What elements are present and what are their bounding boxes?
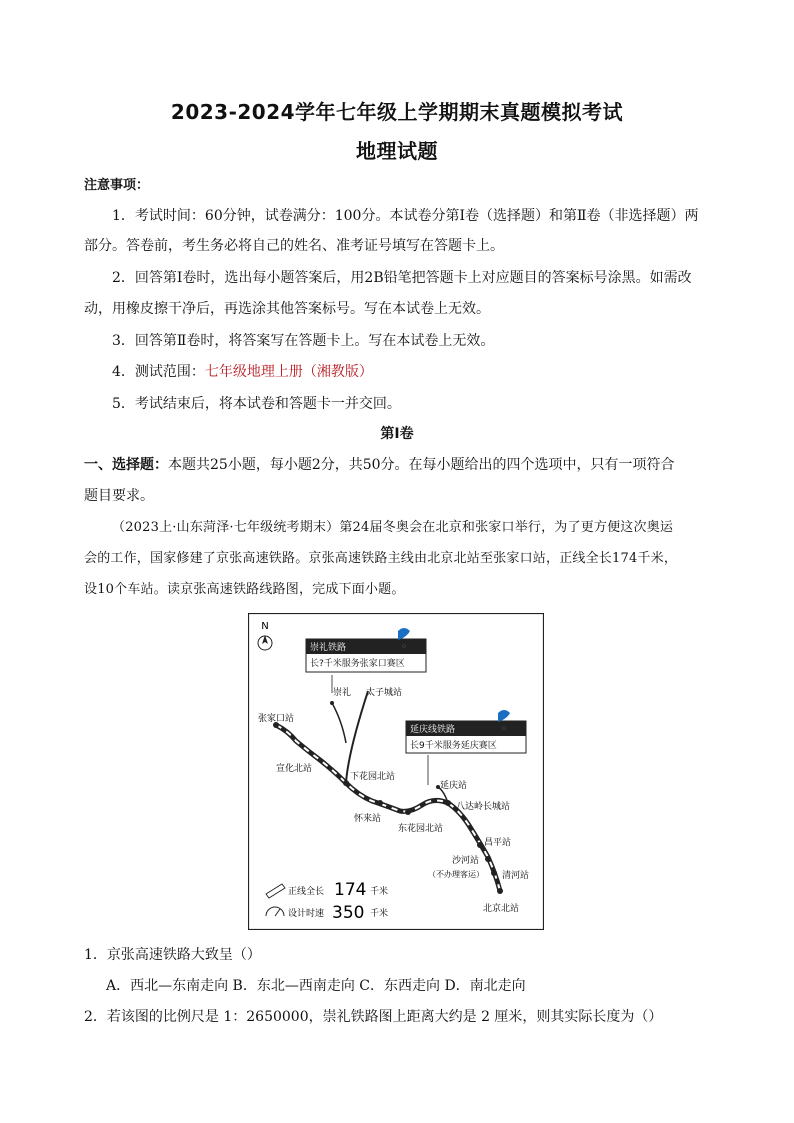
note-3: 3．回答第Ⅱ卷时，将答案写在答题卡上。写在本试卷上无效。 — [112, 333, 495, 349]
label-xuanhua: 宣化北站 — [276, 764, 313, 774]
chongli-railway-desc: 长?千米服务张家口赛区 — [310, 659, 405, 669]
label-donghuayuan: 东花园北站 — [398, 824, 444, 834]
label-chongli: 崇礼 — [333, 688, 352, 698]
label-shahe: 沙河站 — [452, 856, 480, 866]
part1-instructions: 本题共25小题，每小题2分，共50分。在每小题给出的四个选项中，只有一项符合 — [168, 457, 675, 473]
note-2-line-1: 2．回答第Ⅰ卷时，选出每小题答案后，用2B铅笔把答题卡上对应题目的答案标号涂黑。如需改 — [112, 270, 692, 286]
legend-speed-label: 设计时速 — [288, 909, 325, 919]
volume-heading: 第Ⅰ卷 — [380, 426, 414, 442]
label-taizicheng: 太子城站 — [366, 688, 403, 698]
part1-heading: 一、选择题： — [84, 457, 168, 473]
label-yanqing: 延庆站 — [440, 781, 468, 791]
north-label: N — [261, 621, 269, 632]
station-dot — [343, 780, 349, 786]
station-dot — [330, 701, 334, 705]
passage-line-3: 设10个车站。读京张高速铁路线路图，完成下面小题。 — [84, 582, 405, 597]
label-badaling: 八达岭长城站 — [456, 802, 511, 812]
station-dot — [445, 800, 451, 806]
question-2: 2．若该图的比例尺是 1：2650000，崇礼铁路图上距离大约是 2 厘米，则其实际长度为（） — [84, 1009, 663, 1025]
label-beijingbei: 北京北站 — [483, 904, 520, 914]
legend-speed-value: 350 — [332, 903, 365, 923]
legend-length-value: 174 — [334, 880, 367, 900]
station-dot — [491, 870, 497, 876]
yanqing-railway-desc: 长9千米服务延庆赛区 — [410, 741, 497, 751]
label-qinghe: 清河站 — [502, 871, 530, 881]
legend-length-label: 正线全长 — [288, 887, 325, 897]
station-dot — [485, 856, 491, 862]
note-5: 5．考试结束后，将本试卷和答题卡一并交回。 — [112, 396, 401, 412]
note-4 — [112, 362, 373, 382]
label-xiahuayuan: 下花园北站 — [350, 772, 396, 782]
exam-subject: 地理试题 — [356, 139, 438, 163]
note-4-prefix: 4．测试范围： — [112, 364, 205, 380]
question-1: 1．京张高速铁路大致呈（） — [84, 947, 261, 963]
note-1-line-2: 部分。答卷前，考生务必将自己的姓名、准考证号填写在答题卡上。 — [84, 238, 504, 254]
note-1-line-1: 1．考试时间：60分钟，试卷满分：100分。本试卷分第Ⅰ卷（选择题）和第Ⅱ卷（非选择题）两 — [112, 208, 699, 224]
legend-length-unit: 千米 — [370, 887, 389, 897]
note-4-scope: 七年级地理上册（湘教版） — [204, 364, 373, 380]
label-zhangjiakou: 张家口站 — [258, 714, 295, 724]
chongli-railway-title: 崇礼铁路 — [310, 643, 347, 653]
station-dot — [497, 888, 503, 894]
label-huailai: 怀来站 — [354, 814, 382, 824]
label-shahe-note: （不办理客运） — [428, 870, 484, 879]
question-1-options: A．西北—东南走向 B．东北—西南走向 C．东西走向 D．南北走向 — [106, 978, 526, 994]
yanqing-railway-title: 延庆线铁路 — [410, 725, 456, 735]
part1-line-1 — [84, 455, 675, 475]
label-changping: 昌平站 — [484, 838, 512, 848]
station-dot — [377, 800, 383, 806]
passage-line-2: 会的工作，国家修建了京张高速铁路。京张高速铁路主线由北京北站至张家口站，正线全长174千米， — [84, 551, 678, 566]
note-2-line-2: 动，用橡皮擦干净后，再选涂其他答案标号。写在本试卷上无效。 — [84, 301, 490, 317]
station-dot — [477, 842, 483, 848]
legend-speed-unit: 千米 — [370, 909, 389, 919]
station-dot — [405, 809, 411, 815]
exam-title: 2023-2024学年七年级上学期期末真题模拟考试 — [170, 100, 624, 124]
part1-line-2: 题目要求。 — [84, 488, 154, 504]
notes-heading: 注意事项： — [84, 178, 150, 193]
passage-line-1: （2023上·山东菏泽·七年级统考期末）第24届冬奥会在北京和张家口举行，为了更方便这次奥运 — [112, 520, 674, 535]
railway-map — [248, 613, 544, 930]
